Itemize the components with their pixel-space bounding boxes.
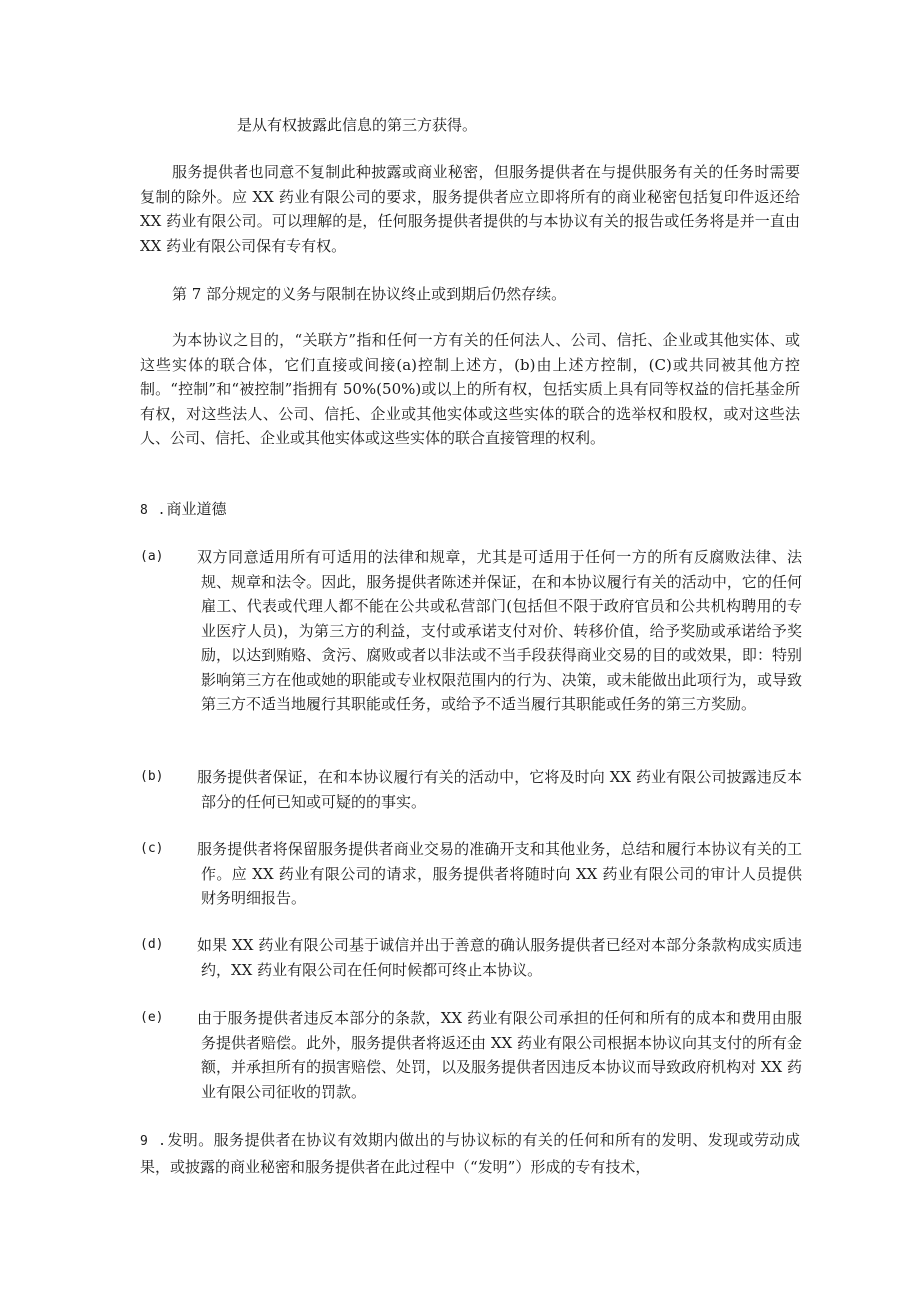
section-8-heading: [140, 497, 800, 524]
paragraph-no-copy: 服务提供者也同意不复制此种披露或商业秘密，但服务提供者在与提供服务有关的任务时需要复制的除外。应 XX 药业有限公司的要求，服务提供者应立即将所有的商业秘密包括复印件返还给 XX 药业有限公司。可以理解的是，任何服务提供者提供的与本协议有关的报告或任务将是并一直由 XX 药业有限公司保有专有权。: [140, 163, 800, 255]
continued-line: 是从有权披露此信息的第三方获得。: [237, 116, 478, 134]
clause-text: 如果 XX 药业有限公司基于诚信并出于善意的确认服务提供者已经对本部分条款构成实质违约，XX 药业有限公司在任何时候都可终止本协议。: [197, 936, 802, 979]
section-9-paragraph: [140, 1128, 800, 1179]
section-9-text: 发明。服务提供者在协议有效期内做出的与协议标的有关的任何和所有的发明、发现或劳动成果，或披露的商业秘密和服务提供者在此过程中（“发明”）形成的专有技术，: [140, 1131, 800, 1176]
section-8-title: 商业道德: [166, 500, 227, 518]
clause-label: (c): [140, 841, 164, 856]
clause-label: (d): [140, 937, 164, 952]
section-8-number: 8 .: [140, 503, 167, 518]
section-9-number: 9 .: [140, 1134, 167, 1149]
clause-label: (e): [140, 1010, 164, 1025]
clause-text: 由于服务提供者违反本部分的条款，XX 药业有限公司承担的任何和所有的成本和费用由服务提供者赔偿。此外，服务提供者将返还由 XX 药业有限公司根据本协议向其支付的所有金额，并承担所有的损害赔偿、处罚，以及服务提供者因违反本协议而导致政府机构对 XX 药业有限公司征收的罚款。: [197, 1009, 802, 1101]
paragraph-obligations-survive: 第 7 部分规定的义务与限制在协议终止或到期后仍然存续。: [172, 285, 567, 303]
clause-label: (a): [140, 549, 164, 564]
clause-text: 服务提供者将保留服务提供者商业交易的准确开支和其他业务，总结和履行本协议有关的工作。应 XX 药业有限公司的请求，服务提供者将随时向 XX 药业有限公司的审计人员提供财务明细报告。: [197, 840, 802, 907]
clause-text: 双方同意适用所有可适用的法律和规章，尤其是可适用于任何一方的所有反腐败法律、法规、规章和法令。因此，服务提供者陈述并保证，在和本协议履行有关的活动中，它的任何雇工、代表或代理人都不能在公共或私营部门(包括但不限于政府官员和公共机构聘用的专业医疗人员)，为第三方的利益，支付或承诺支付对价、转移价值，给予奖励或承诺给予奖励，以达到贿赂、贪污、腐败或者以非法或不当手段获得商业交易的目的或效果，即：特别影响第三方在他或她的职能或专业权限范围内的行为、决策，或未能做出此项行为，或导致第三方不适当地履行其职能或任务，或给予不适当履行其职能或任务的第三方奖励。: [197, 548, 802, 713]
clause-text: 服务提供者保证，在和本协议履行有关的活动中，它将及时向 XX 药业有限公司披露违反本部分的任何已知或可疑的的事实。: [197, 768, 802, 811]
paragraph-affiliate-definition: 为本协议之目的，“关联方”指和任何一方有关的任何法人、公司、信托、企业或其他实体、或这些实体的联合体，它们直接或间接(a)控制上述方，(b)由上述方控制，(C)或共同被其他方控制。“控制”和“被控制”指拥有 50%(50%)或以上的所有权，包括实质上具有同等权益的信托基金所有权，对这些法人、公司、信托、企业或其他实体或这些实体的联合的选举权和股权，或对这些法人、公司、信托、企业或其他实体或这些实体的联合直接管理的权利。: [140, 331, 800, 447]
clause-label: (b): [140, 769, 164, 784]
